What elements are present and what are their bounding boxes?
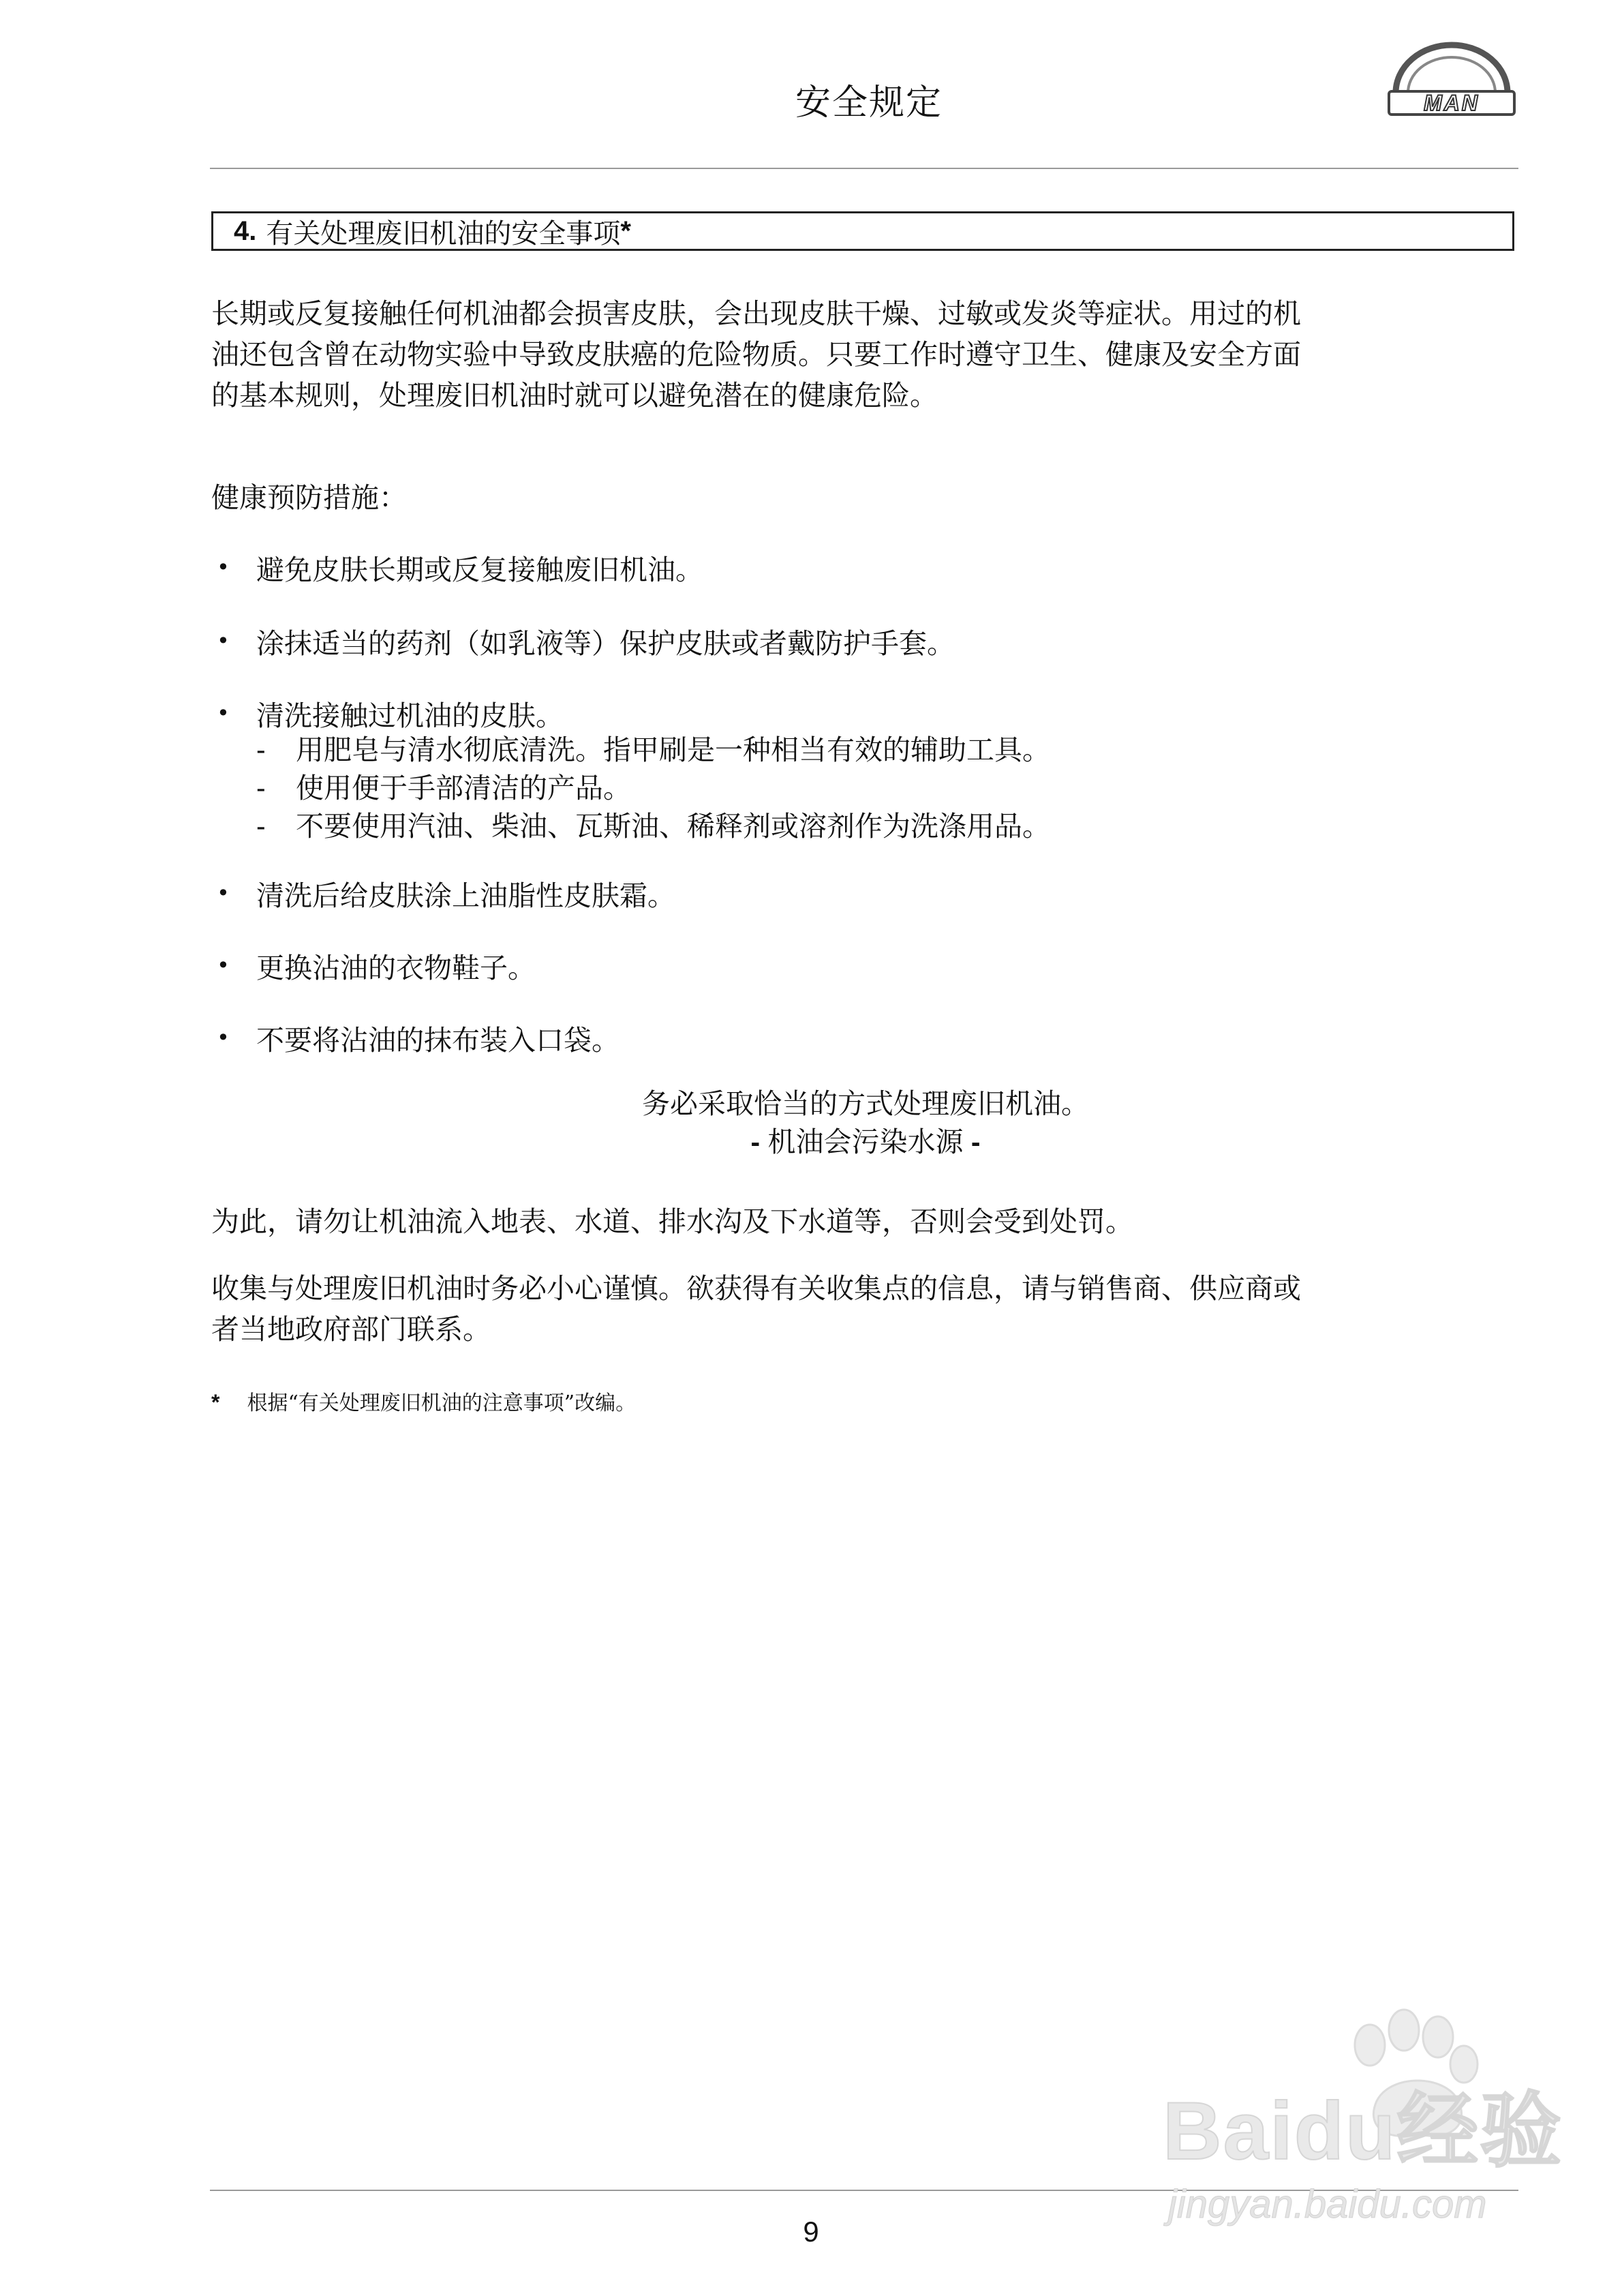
dash-icon: -: [256, 811, 266, 842]
dash-icon: -: [256, 772, 266, 804]
header-rule: [210, 168, 1518, 169]
bullet-icon: •: [217, 700, 230, 726]
list-item-text: 涂抹适当的药剂（如乳液等）保护皮肤或者戴防护手套。: [256, 627, 955, 660]
footnote-text: 根据“有关处理废旧机油的注意事项”改编。: [247, 1391, 637, 1415]
sub-list-item: [256, 729, 1050, 770]
list-item-text: 不要将沾油的抹布装入口袋。: [256, 1024, 619, 1057]
bullet-icon: •: [217, 952, 230, 978]
section-title-asterisk: *: [620, 215, 631, 246]
footnote-marker: *: [211, 1390, 220, 1415]
notice-dash-left: -: [750, 1126, 768, 1158]
sub-list-item-text: 用肥皂与清水彻底清洗。指甲刷是一种相当有效的辅助工具。: [296, 734, 1050, 766]
bullet-icon: •: [217, 554, 230, 580]
watermark-url: jingyan.baidu.com: [1168, 2182, 1487, 2226]
bullet-icon: •: [217, 880, 230, 906]
health-heading: 健康预防措施：: [211, 481, 407, 514]
man-logo-text: MAN: [1424, 91, 1480, 115]
footnote: [211, 1387, 636, 1419]
man-logo: [1383, 40, 1520, 121]
list-item-text: 清洗后给皮肤涂上油脂性皮肤霜。: [256, 879, 675, 912]
bullet-icon: •: [217, 1025, 230, 1051]
closing-paragraph-1: 为此，请勿让机油流入地表、水道、排水沟及下水道等，否则会受到处罚。: [211, 1205, 1133, 1238]
closing-paragraph-2: [211, 1268, 1520, 1350]
closing-line: 者当地政府部门联系。: [211, 1313, 491, 1346]
intro-line: 的基本规则，处理废旧机油时就可以避免潜在的健康危险。: [211, 379, 938, 412]
notice-line-2-text: 机油会污染水源: [767, 1126, 964, 1158]
bullet-icon: •: [217, 628, 230, 654]
page-number: 9: [803, 2216, 819, 2248]
page-header-title: 安全规定: [795, 82, 943, 123]
notice-line-1: 务必采取恰当的方式处理废旧机油。: [642, 1087, 1089, 1120]
intro-line: 油还包含曾在动物实验中导致皮肤癌的危险物质。只要工作时遵守卫生、健康及安全方面: [211, 338, 1301, 371]
list-item-text: 更换沾油的衣物鞋子。: [256, 952, 536, 984]
sub-list-item-text: 不要使用汽油、柴油、瓦斯油、稀释剂或溶剂作为洗涤用品。: [296, 810, 1050, 843]
intro-paragraph: [211, 293, 1520, 416]
section-number: 4.: [234, 215, 257, 246]
notice-dash-right: -: [963, 1126, 981, 1158]
intro-line: 长期或反复接触任何机油都会损害皮肤，会出现皮肤干燥、过敏或发炎等症状。用过的机: [211, 297, 1301, 330]
section-heading-box: [211, 211, 1514, 251]
dash-icon: -: [256, 734, 266, 766]
sub-list-item: [256, 806, 1050, 847]
list-item-text: 避免皮肤长期或反复接触废旧机油。: [256, 554, 703, 586]
sub-list-item-text: 使用便于手部清洁的产品。: [296, 772, 631, 804]
sub-list-item: [256, 768, 631, 809]
section-title: 有关处理废旧机油的安全事项: [266, 217, 621, 250]
watermark-brand: Baidu经验: [1163, 2085, 1563, 2177]
list-item-text: 清洗接触过机油的皮肤。: [256, 699, 564, 732]
notice-line-2: [211, 1122, 1520, 1162]
closing-line: 收集与处理废旧机油时务必小心谨慎。欲获得有关收集点的信息，请与销售商、供应商或: [211, 1272, 1301, 1305]
